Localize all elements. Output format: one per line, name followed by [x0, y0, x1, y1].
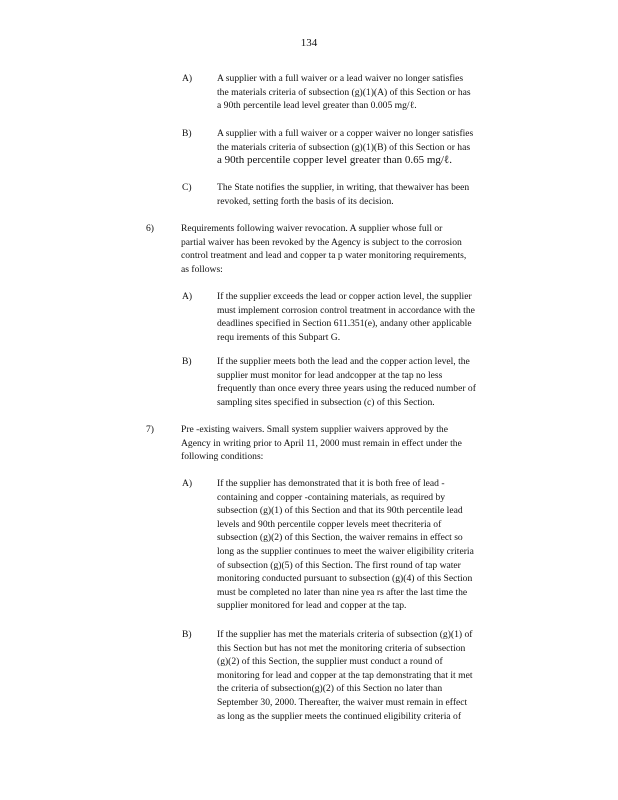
text-line: monitoring for lead and copper at the tap demonstrating that it met	[217, 669, 473, 681]
text-line: Requirements following waiver revocation. A supplier whose full or	[181, 223, 443, 234]
text-line: (g)(2) of this Section, the supplier must conduct a round of	[217, 656, 443, 668]
text-line: partial waiver has been revoked by the Agency is subject to the corrosion	[181, 236, 462, 248]
item-text	[217, 181, 535, 208]
text-line: levels and 90th percentile copper levels meet thecriteria of	[217, 518, 442, 530]
text-line: requ irements of this Subpart G.	[217, 331, 341, 343]
text-line: subsection (g)(1) of this Section and that its 90th percentile lead	[217, 505, 463, 517]
text-line: A supplier with a full waiver or a lead waiver no longer satisfies	[217, 73, 464, 84]
text-line: of subsection (g)(5) of this Section. The first round of tap water	[217, 559, 461, 571]
text-line: must be completed no later than nine yea rs after the last time the	[217, 586, 468, 598]
item-text	[217, 290, 542, 344]
text-line: control treatment and lead and copper ta p water monitoring requirements,	[181, 250, 467, 262]
item-text	[217, 127, 535, 168]
text-line: monitoring conducted pursuant to subsection (g)(4) of this Section	[217, 573, 473, 585]
item-text	[181, 423, 533, 464]
text-line: frequently than once every three years using the reduced number of	[217, 383, 476, 395]
item-label: B)	[182, 629, 192, 640]
text-line: the criteria of subsection(g)(2) of this Section no later than	[217, 683, 443, 695]
text-line: deadlines specified in Section 611.351(e), andany other applicable	[217, 318, 472, 330]
item-text	[217, 477, 535, 613]
item-label: 6)	[146, 223, 154, 234]
item-text	[181, 222, 533, 276]
text-line: If the supplier has demonstrated that it is both free of lead -	[217, 478, 445, 489]
text-line: must implement corrosion control treatment in accordance with the	[217, 304, 475, 316]
text-line: If the supplier meets both the lead and the copper action level, the	[217, 356, 470, 367]
item-text	[217, 72, 535, 113]
text-line: following conditions:	[181, 451, 264, 463]
item-text	[217, 628, 539, 723]
text-line: supplier monitored for lead and copper at the tap.	[217, 600, 407, 612]
text-line: September 30, 2000. Thereafter, the waiver must remain in effect	[217, 696, 468, 708]
text-line: as follows:	[181, 263, 223, 275]
page-number: 134	[300, 37, 318, 49]
text-line: Pre -existing waivers. Small system supplier waivers approved by the	[181, 424, 448, 435]
text-line: the materials criteria of subsection (g)(1)(B) of this Section or has	[217, 141, 471, 153]
item-label: 7)	[146, 424, 154, 435]
item-text	[217, 355, 542, 409]
item-label: A)	[182, 478, 193, 489]
text-line: long as the supplier continues to meet the waiver eligibility criteria	[217, 545, 474, 557]
item-label: B)	[182, 356, 192, 367]
text-line: the materials criteria of subsection (g)(1)(A) of this Section or has	[217, 86, 471, 98]
text-line: Agency in writing prior to April 11, 2000 must remain in effect under the	[181, 437, 462, 449]
item-label: B)	[182, 128, 192, 139]
text-line: If the supplier exceeds the lead or copper action level, the supplier	[217, 291, 472, 302]
item-label: C)	[182, 182, 192, 193]
text-line: subsection (g)(2) of this Section, the waiver remains in effect so	[217, 532, 463, 544]
text-line: supplier must monitor for lead andcopper at the tap no less	[217, 369, 443, 381]
text-line: If the supplier has met the materials criteria of subsection (g)(1) of	[217, 629, 473, 640]
text-line: containing and copper -containing materials, as required by	[217, 491, 446, 503]
text-line: this Section but has not met the monitoring criteria of subsection	[217, 642, 466, 654]
item-label: A)	[182, 73, 193, 84]
text-line: A supplier with a full waiver or a copper waiver no longer satisfies	[217, 128, 474, 139]
text-line: a 90th percentile lead level greater than 0.005 mg/ℓ.	[217, 100, 417, 112]
text-line: sampling sites specified in subsection (c) of this Section.	[217, 396, 435, 408]
text-line: revoked, setting forth the basis of its decision.	[217, 195, 394, 207]
item-label: A)	[182, 291, 193, 302]
text-line: as long as the supplier meets the continued eligibility criteria of	[217, 710, 462, 722]
text-line: The State notifies the supplier, in writing, that thewaiver has been	[217, 182, 470, 193]
text-line: a 90th percentile copper level greater than 0.65 mg/ℓ.	[217, 154, 452, 167]
